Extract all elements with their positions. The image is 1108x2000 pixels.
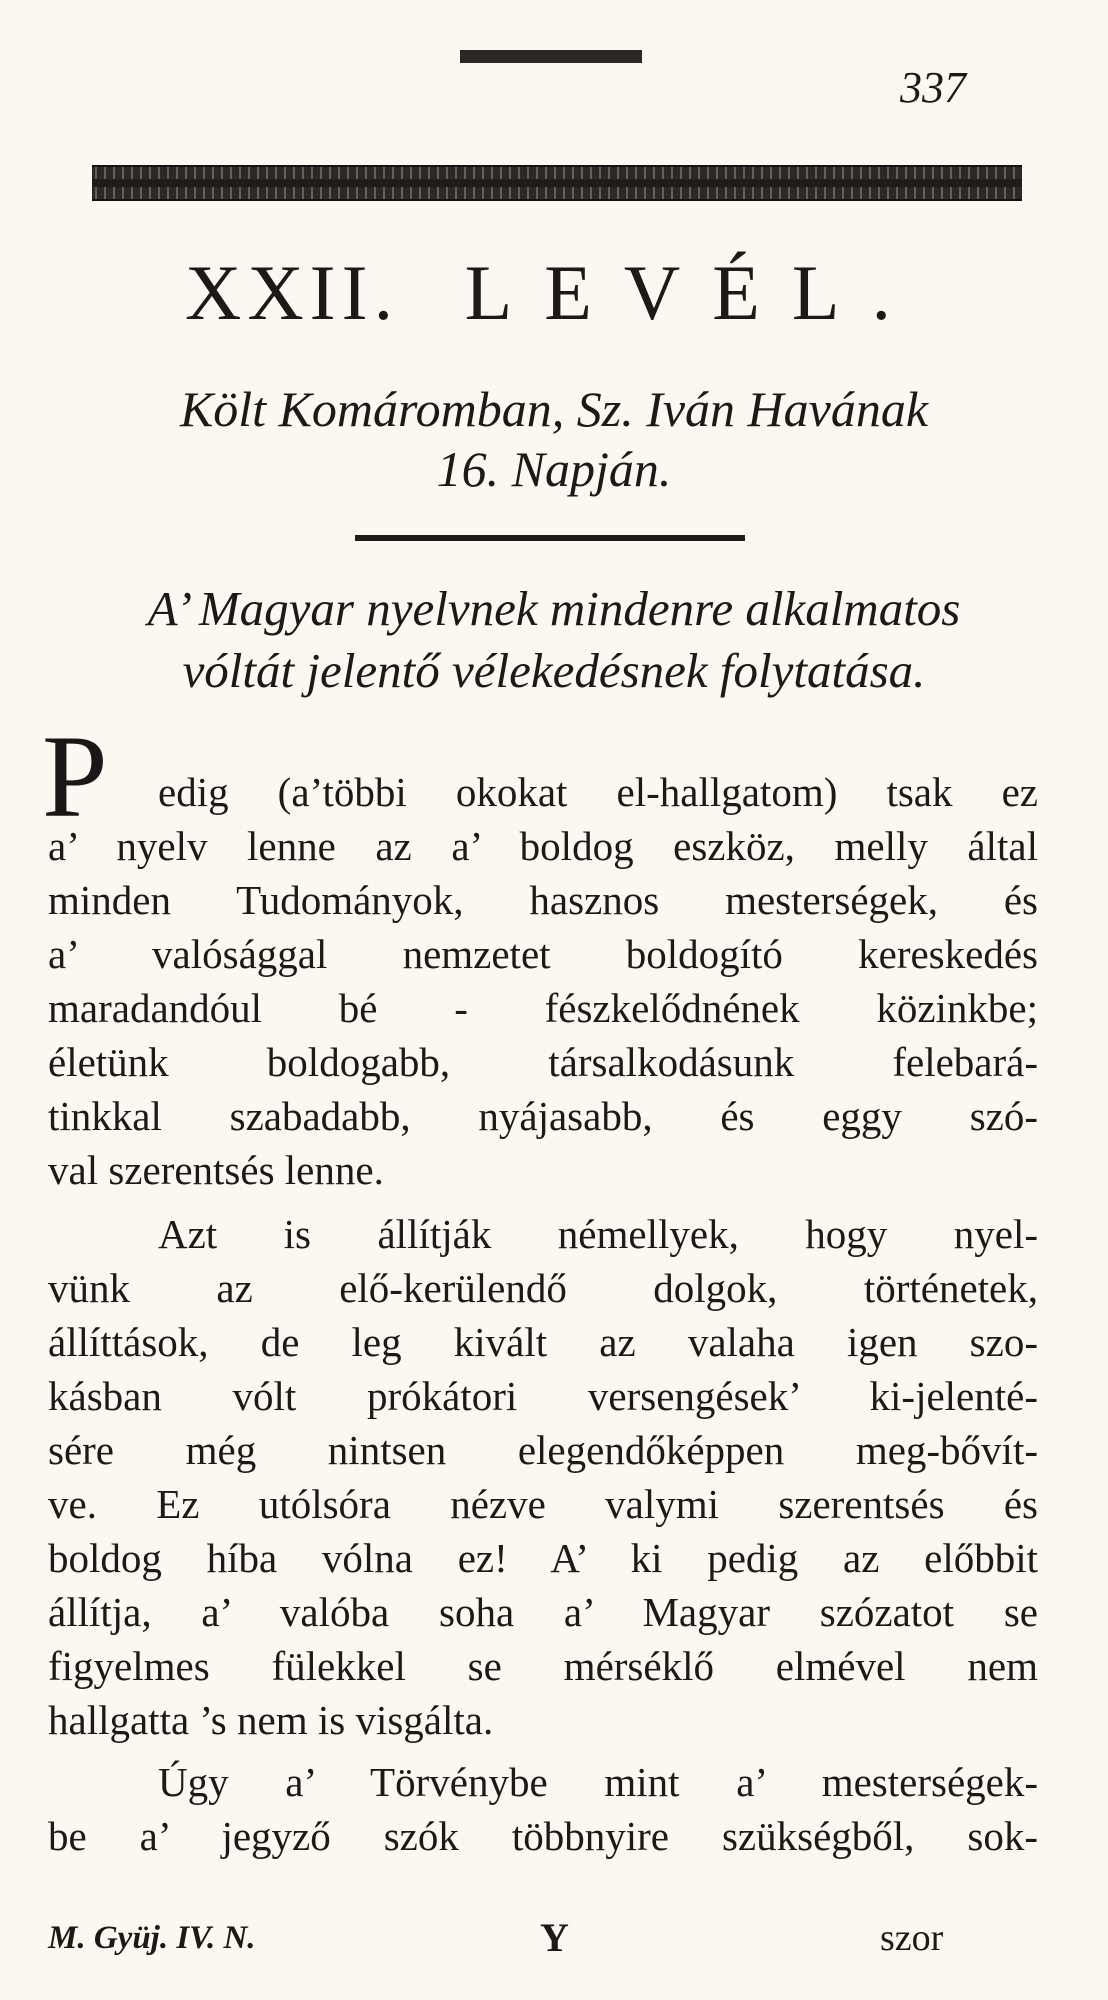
body-line: tinkkal szabadabb, nyájasabb, és eggy szó- [48, 1093, 1038, 1139]
body-line: boldog híba vólna ez! A’ ki pedig az előbbit [48, 1535, 1038, 1581]
body-line: Úgy a’ Törvénybe mint a’ mesterségek- [158, 1759, 1038, 1805]
summary-line-2: vóltát jelentő vélekedésnek folytatása. [182, 643, 926, 698]
heading-roman: XXII. [184, 249, 400, 336]
ornament-rule [92, 165, 1022, 201]
body-line: sére még nintsen elegendőképpen meg-bővít- [48, 1427, 1038, 1473]
body-line: a’ valósággal nemzetet boldogító kereskedés [48, 931, 1038, 977]
body-line: életünk boldogabb, társalkodásunk felebará- [48, 1039, 1038, 1085]
body-line: edig (a’többi okokat el-hallgatom) tsak ez [158, 769, 1038, 815]
heading-word: LEVÉL. [464, 249, 924, 336]
summary-line-1: A’ Magyar nyelvnek mindenre alkalmatos [147, 581, 961, 636]
body-line: kásban vólt prókátori versengések’ ki-jelenté- [48, 1373, 1038, 1419]
place-date-line-2: 16. Napján. [436, 441, 672, 497]
drop-cap: P [42, 711, 108, 842]
body-line: állíttások, de leg kivált az valaha igen szo- [48, 1319, 1038, 1365]
body-line: maradandóul bé - fészkelődnének közinkbe; [48, 985, 1038, 1031]
gathering-letter: Y [540, 1915, 569, 1960]
signature-mark: M. Gyüj. IV. N. [48, 1920, 256, 1956]
body-line: be a’ jegyző szók többnyire szükségből, sok- [48, 1813, 1038, 1859]
body-line: val szerentsés lenne. [48, 1147, 384, 1193]
body-line: hallgatta ’s nem is visgálta. [48, 1697, 494, 1743]
section-divider [355, 535, 745, 541]
body-line: a’ nyelv lenne az a’ boldog eszköz, melly által [48, 823, 1038, 869]
page-number: 337 [900, 63, 966, 112]
body-line: minden Tudományok, hasznos mesterségek, és [48, 877, 1038, 923]
body-line: állítja, a’ valóba soha a’ Magyar szózatot se [48, 1589, 1038, 1635]
body-line: vünk az elő-kerülendő dolgok, történetek, [48, 1265, 1038, 1311]
header-rule-short [460, 50, 642, 63]
body-line: ve. Ez utólsóra nézve valymi szerentsés és [48, 1481, 1038, 1527]
body-line: Azt is állítják némellyek, hogy nyel- [158, 1211, 1038, 1257]
place-date-line-1: Költ Komáromban, Sz. Iván Havának [179, 381, 929, 437]
catchword: szor [880, 1917, 944, 1959]
letter-heading [0, 248, 1108, 338]
body-line: figyelmes fülekkel se mérséklő elmével nem [48, 1643, 1038, 1689]
